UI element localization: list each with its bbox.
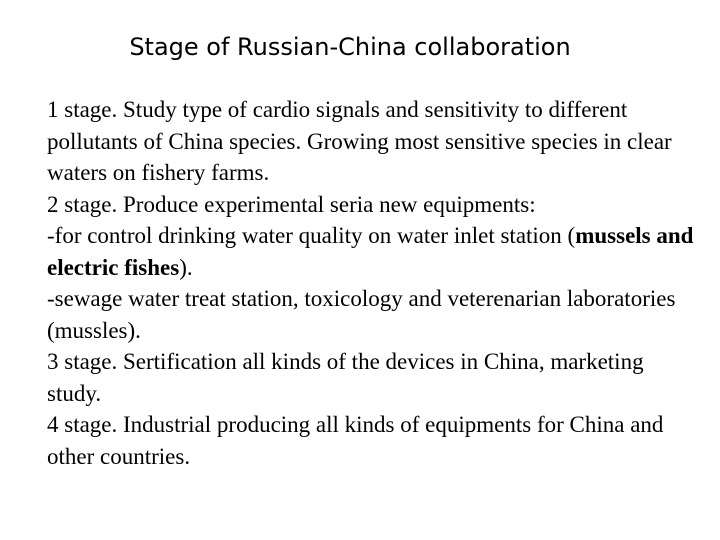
paragraph-stage-1: 1 stage. Study type of cardio signals and sensitivity to different pollutants of China species. Growing most sensitive species in clear waters on fishery farms. bbox=[47, 97, 672, 185]
paragraph-stage-4: 4 stage. Industrial producing all kinds of equipments for China and other countries. bbox=[47, 412, 664, 469]
drinking-water-end: ). bbox=[179, 254, 193, 280]
paragraph-stage-2: 2 stage. Produce experimental seria new equipments: bbox=[47, 191, 536, 217]
slide-title: Stage of Russian-China collaboration bbox=[129, 33, 571, 61]
drinking-water-text: -for control drinking water quality on water inlet station ( bbox=[47, 223, 576, 248]
paragraph-drinking-water bbox=[47, 220, 697, 283]
slide-body bbox=[47, 94, 697, 472]
bold-mussels-fishes: mussels and electric fishes bbox=[47, 223, 694, 280]
paragraph-sewage: -sewage water treat station, toxicology and veterenarian laboratories (mussles). bbox=[47, 286, 676, 343]
paragraph-stage-3: 3 stage. Sertification all kinds of the devices in China, marketing study. bbox=[47, 349, 644, 406]
